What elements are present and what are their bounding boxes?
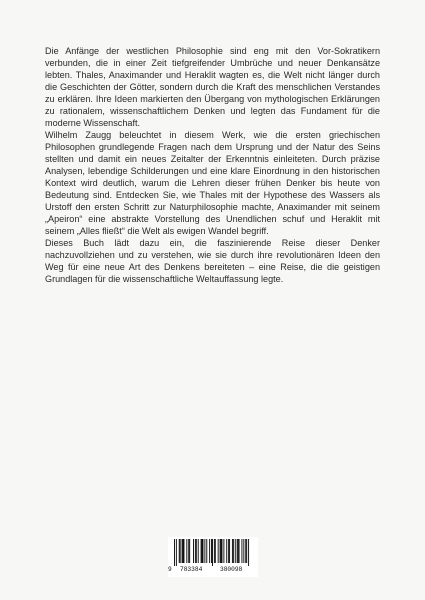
barcode-bar [193, 539, 194, 563]
barcode-bar [218, 539, 219, 563]
barcode-bar [203, 539, 204, 563]
barcode-bar [245, 539, 246, 563]
barcode-bar [221, 539, 222, 563]
blurb-paragraph: Wilhelm Zaugg beleuchtet in diesem Werk, wie die ersten griechischen Philosophen grundlegende Fragen nach dem Ursprung und der Natur des Seins stellten und damit ein neues Zeitalter der Erkenntnis einleiteten. Durch präzise Analysen, lebendige Schilderungen und eine klare Einordnung in den historischen Kontext wird deutlich, warum die Lehren dieser frühen Denker bis heute von Bedeutung sind. Entdecken Sie, wie Thales mit der Hypothese des Wassers als Urstoff den ersten Schritt zur Naturphilosophie machte, Anaximander mit seinem „Apeiron“ eine abstrakte Vorstellung des Unendlichen schuf und Heraklit mit seinem „Alles fließt“ die Welt als ewigen Wandel begriff. [45, 130, 380, 236]
barcode-bar [202, 539, 203, 563]
barcode-bar [204, 539, 205, 563]
barcode-bar [209, 539, 210, 563]
barcode-bar [238, 539, 239, 563]
barcode-bar [179, 539, 180, 563]
barcode-bar [237, 539, 238, 563]
barcode-bar [212, 539, 213, 566]
barcode-bars [170, 539, 256, 566]
barcode-right-group: 380098 [220, 566, 243, 573]
barcode-bar [228, 539, 229, 563]
barcode-bar [246, 539, 247, 563]
barcode-bar [220, 539, 221, 563]
barcode-bar [248, 539, 249, 566]
barcode-bar [188, 539, 189, 563]
blurb-text [45, 45, 380, 285]
barcode-bar [211, 539, 212, 563]
barcode-bar [196, 539, 197, 563]
barcode-bar [206, 539, 207, 563]
barcode-bar [222, 539, 223, 563]
barcode-bar [184, 539, 185, 563]
blurb-paragraph: Die Anfänge der westlichen Philosophie sind eng mit den Vor-Sokratikern verbunden, die in einer Zeit tiefgreifender Umbrüche und neuer Denkansätze lebten. Thales, Anaximander und Heraklit wagten es, die Welt nicht länger durch die Geschichten der Götter, sondern durch die Kraft des menschlichen Verstandes zu erklären. Ihre Ideen markierten den Übergang von mythologischen Erklärungen zu rationalem, wissenschaftlichem Denken und legten das Fundament für die moderne Wissenschaft. [45, 46, 380, 128]
blurb-paragraph: Dieses Buch lädt dazu ein, die faszinierende Reise dieser Denker nachzuvollziehen und zu verstehen, wie sie durch ihre revolutionären Ideen den Weg für eine neue Art des Denkens bereiteten – eine Reise, die die geistigen Grundlagen für die wissenschaftliche Weltauffassung legte. [45, 238, 380, 284]
barcode-bar [195, 539, 196, 563]
barcode-bar [232, 539, 233, 563]
isbn-barcode [168, 537, 258, 577]
barcode-bar [176, 539, 177, 566]
barcode-bar [223, 539, 224, 563]
barcode-bar [214, 539, 215, 563]
barcode-bar [182, 539, 183, 563]
barcode-bar [239, 539, 240, 563]
barcode-bar [215, 539, 216, 563]
barcode-bar [201, 539, 202, 563]
barcode-bar [183, 539, 184, 563]
barcode-bar [180, 539, 181, 563]
barcode-bar [243, 539, 244, 563]
barcode-bar [229, 539, 230, 563]
barcode-bar [186, 539, 187, 563]
barcode-lead-digit: 9 [168, 566, 172, 573]
barcode-bar [198, 539, 199, 563]
barcode-left-group: 783384 [180, 566, 203, 573]
barcode-bar [226, 539, 227, 563]
barcode-bar [189, 539, 190, 563]
barcode-bar [241, 539, 242, 563]
barcode-bar [174, 539, 175, 566]
barcode-bar [233, 539, 234, 563]
barcode-bar [235, 539, 236, 563]
